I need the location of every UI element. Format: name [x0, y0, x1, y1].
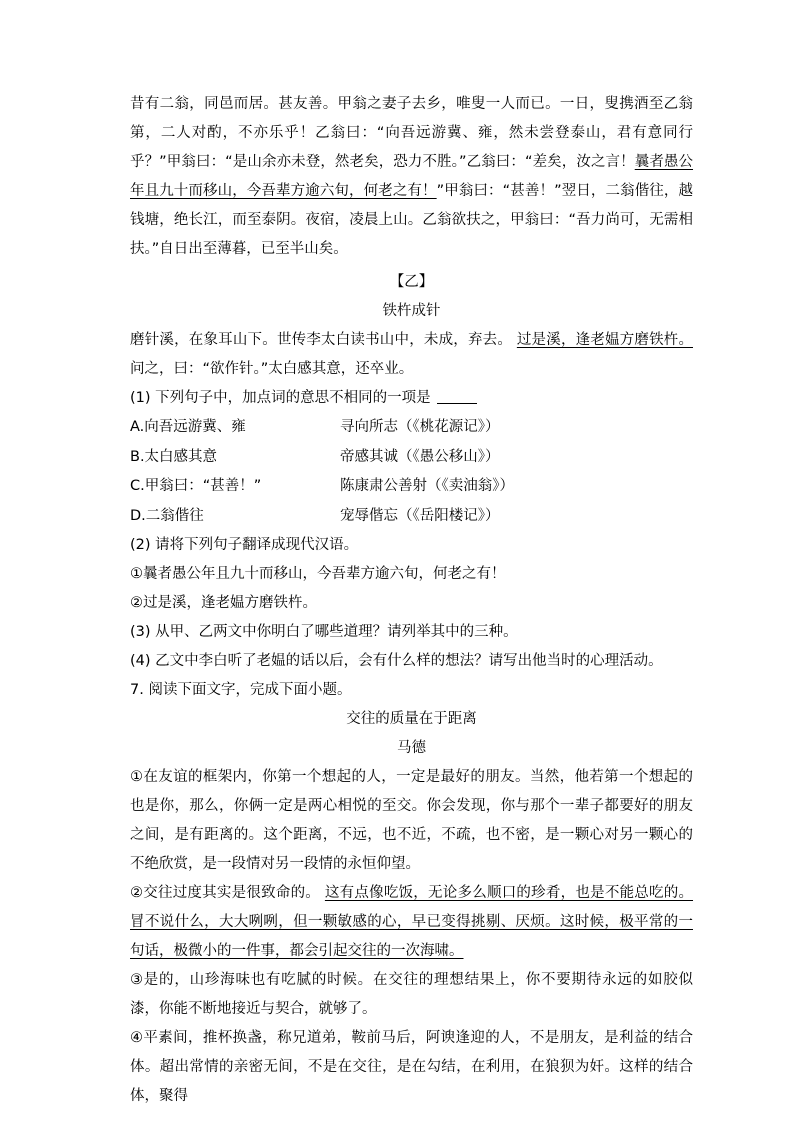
question-7: 7. 阅读下面文字，完成下面小题。 [130, 682, 352, 698]
yi-underlined-sentence: 过是溪，逢老媪方磨铁杵。 [516, 332, 693, 348]
yi-paragraph [130, 326, 693, 384]
question-2: (2) 请将下列句子翻译成现代汉语。 [130, 537, 359, 553]
option-d-left: D.二翁偕往 [130, 507, 204, 524]
option-b [130, 443, 693, 473]
option-c-left: C.甲翁曰：“甚善！” [130, 478, 262, 494]
essay-author: 马德 [397, 740, 426, 756]
question-2-item-1: ①曩者愚公年且九十而移山，今吾辈方逾六旬，何老之有！ [130, 566, 506, 582]
document-page [130, 90, 693, 1111]
essay-paragraph-2 [130, 879, 693, 966]
essay-title: 交往的质量在于距离 [346, 711, 477, 727]
option-d-right: 宠辱偕忘（《岳阳楼记》） [340, 507, 500, 524]
option-c [130, 472, 693, 502]
essay-paragraph-2-text: ②交往过度其实是很致命的。 [130, 885, 325, 901]
option-b-right: 帝感其诚（《愚公移山》） [340, 448, 500, 465]
options-list [130, 413, 693, 531]
yi-text: 磨针溪，在象耳山下。世传李太白读书山中，未成，弃去。 [130, 332, 517, 348]
essay-paragraph-3: ③是的，山珍海味也有吃腻的时候。在交往的理想结果上，你不要期待永远的如胶似漆，你能不断地接近与契合，就够了。 [130, 972, 693, 1017]
essay-underlined-passage: 这有点像吃饭，无论多么顺口的珍肴，也是不能总吃的。冒不说什么，大大咧咧，但一颗敏感的心，早已变得挑剔、厌烦。这时候，极平常的一句话，极微小的一件事，都会引起交往的一次海啸。 [130, 885, 694, 959]
answer-blank[interactable] [437, 389, 477, 404]
yi-title: 铁杵成针 [382, 303, 441, 319]
option-c-right: 陈康肃公善射（《卖油翁》） [340, 478, 514, 494]
jia-paragraph [130, 90, 693, 264]
option-b-left: B.太白感其意 [130, 448, 218, 465]
question-4: (4) 乙文中李白听了老媪的话以后，会有什么样的想法？请写出他当时的心理活动。 [130, 653, 663, 669]
yi-heading: 【乙】 [389, 274, 434, 290]
question-3: (3) 从甲、乙两文中你明白了哪些道理？请列举其中的三种。 [130, 624, 518, 640]
jia-text-end: ”甲翁曰：“甚善！”翌日，二翁偕往，越钱塘，绝长江，而至泰阴。夜宿，凌晨上山。乙翁欲扶之，甲翁曰：“吾力尚可，无需相扶。”自日出至薄暮，已至半山矣。 [130, 183, 693, 257]
option-a-left: A.向吾远游冀、雍 [130, 419, 246, 435]
option-d [130, 502, 693, 532]
question-2-item-2: ②过是溪，逢老媪方磨铁杵。 [130, 595, 317, 611]
essay-paragraph-1: ①在友谊的框架内，你第一个想起的人，一定是最好的朋友。当然，他若第一个想起的也是你，那么，你俩一定是两心相悦的至交。你会发现，你与那个一辈子都要好的朋友之间，是有距离的。这个距离，不远，也不近，不疏，也不密，是一颗心对另一颗心的不绝欣赏，是一段情对另一段情的永恒仰望。 [130, 769, 693, 872]
option-a [130, 413, 693, 443]
yi-text-end: 问之，曰：“欲作针。”太白感其意，还卒业。 [130, 361, 414, 377]
question-1 [130, 384, 693, 413]
jia-text: 昔有二翁，同邑而居。甚友善。甲翁之妻子去乡，唯叟一人而已。一日，叟携酒至乙翁第，二人对酌，不亦乐乎！乙翁曰：“向吾远游冀、雍，然未尝登泰山，君有意同行乎？”甲翁曰：“是山余亦未登，然老矣，恐力不胜。”乙翁曰：“差矣，汝之言！ [130, 96, 693, 170]
essay-paragraph-4: ④平素间，推杯换盏，称兄道弟，鞍前马后，阿谀逢迎的人，不是朋友，是利益的结合体。超出常情的亲密无间，不是在交往，是在勾结，在利用，在狼狈为奸。这样的结合体，聚得 [130, 1030, 693, 1104]
jia-underlined-sentence: 曩者愚公年且九十而移山，今吾辈方逾六旬，何老之有！ [130, 154, 694, 199]
question-1-text: (1) 下列句子中，加点词的意思不相同的一项是 [130, 390, 431, 406]
option-a-right: 寻向所志（《桃花源记》） [340, 419, 500, 435]
